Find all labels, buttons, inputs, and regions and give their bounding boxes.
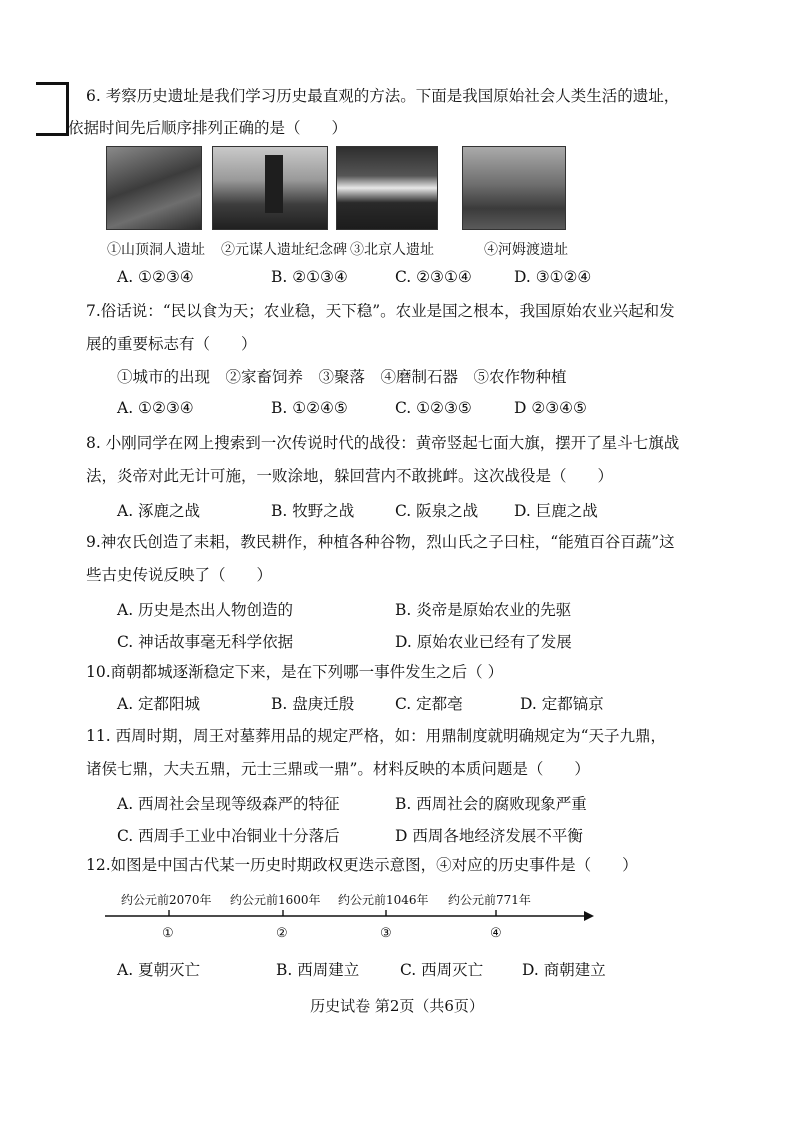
q7-items: ①城市的出现 ②家畜饲养 ③聚落 ④磨制石器 ⑤农作物种植 [117,368,567,386]
timeline-number-4: ④ [490,926,502,941]
q6-option-b[interactable]: B. ②①③④ [271,268,348,286]
q9-option-a[interactable]: A. 历史是杰出人物创造的 [117,601,294,619]
timeline-arrow [584,911,594,921]
q11-option-c[interactable]: C. 西周手工业中冶铜业十分落后 [117,827,340,845]
timeline-label-2: 约公元前1600年 [230,893,321,907]
timeline-label-4: 约公元前771年 [448,893,531,907]
q10-option-c[interactable]: C. 定都亳 [395,695,463,713]
q12-stem: 12.如图是中国古代某一历史时期政权更迭示意图，④对应的历史事件是（ ） [86,856,638,874]
q7-option-c[interactable]: C. ①②③⑤ [395,399,472,417]
q10-option-b[interactable]: B. 盘庚迁殷 [271,695,355,713]
q8-stem-line1: 8. 小刚同学在网上搜索到一次传说时代的战役：黄帝竖起七面大旗，摆开了星斗七旗战 [86,434,680,452]
timeline-axis [100,904,600,928]
q6-photo-3 [336,146,438,230]
q6-option-c[interactable]: C. ②③①④ [395,268,472,286]
q11-stem-line1: 11. 西周时期，周王对墓葬用品的规定严格，如：用鼎制度就明确规定为“天子九鼎， [86,727,667,745]
q9-stem-line2: 些古史传说反映了（ ） [86,566,273,584]
q12-option-b[interactable]: B. 西周建立 [276,961,360,979]
q8-option-b[interactable]: B. 牧野之战 [271,502,355,520]
q6-option-d[interactable]: D. ③①②④ [514,268,592,286]
timeline-number-2: ② [276,926,288,941]
page-footer: 历史试卷 第2页（共6页） [310,997,484,1015]
q12-option-d[interactable]: D. 商朝建立 [522,961,606,979]
q6-photo-2 [212,146,328,230]
q9-option-c[interactable]: C. 神话故事毫无科学依据 [117,633,294,651]
q12-option-c[interactable]: C. 西周灭亡 [400,961,484,979]
timeline-number-1: ① [162,926,174,941]
q6-caption-2: ②元谋人遗址纪念碑 [221,242,347,258]
q8-stem-line2: 法，炎帝对此无计可施，一败涂地，躲回营内不敢挑衅。这次战役是（ ） [86,467,614,485]
q6-photo-1 [106,146,202,230]
q6-stem-line1: 6. 考察历史遗址是我们学习历史最直观的方法。下面是我国原始社会人类生活的遗址， [86,87,680,105]
q9-stem-line1: 9.神农氏创造了耒耜，教民耕作，种植各种谷物，烈山氏之子曰柱，“能殖百谷百蔬”这 [86,533,675,551]
q10-option-a[interactable]: A. 定都阳城 [117,695,201,713]
q9-option-d[interactable]: D. 原始农业已经有了发展 [395,633,572,651]
q6-stem-line2: 依据时间先后顺序排列正确的是（ ） [68,119,348,137]
q11-option-a[interactable]: A. 西周社会呈现等级森严的特征 [117,795,340,813]
q6-caption-3: ③北京人遗址 [350,242,434,258]
binding-bracket [36,82,69,136]
q11-option-b[interactable]: B. 西周社会的腐败现象严重 [395,795,587,813]
q7-option-b[interactable]: B. ①②④⑤ [271,399,348,417]
q11-stem-line2: 诸侯七鼎，大夫五鼎，元士三鼎或一鼎”。材料反映的本质问题是（ ） [86,760,590,778]
q7-stem-line2: 展的重要标志有（ ） [86,335,257,353]
q6-caption-4: ④河姆渡遗址 [484,242,568,258]
timeline-label-3: 约公元前1046年 [338,893,429,907]
q9-option-b[interactable]: B. 炎帝是原始农业的先驱 [395,601,572,619]
q7-option-d[interactable]: D ②③④⑤ [514,399,587,417]
q7-option-a[interactable]: A. ①②③④ [117,399,194,417]
q7-stem-line1: 7.俗话说：“民以食为天；农业稳，天下稳”。农业是国之根本，我国原始农业兴起和发 [86,302,675,320]
q8-option-c[interactable]: C. 阪泉之战 [395,502,479,520]
timeline-label-1: 约公元前2070年 [121,893,212,907]
q8-option-d[interactable]: D. 巨鹿之战 [514,502,598,520]
q10-stem: 10.商朝都城逐渐稳定下来，是在下列哪一事件发生之后（ ） [86,663,504,681]
q10-option-d[interactable]: D. 定都镐京 [520,695,604,713]
q6-option-a[interactable]: A. ①②③④ [117,268,194,286]
timeline-number-3: ③ [380,926,392,941]
q6-caption-1: ①山顶洞人遗址 [107,242,205,258]
q12-option-a[interactable]: A. 夏朝灭亡 [117,961,201,979]
q6-photo-4 [462,146,566,230]
q8-option-a[interactable]: A. 涿鹿之战 [117,502,201,520]
q11-option-d[interactable]: D 西周各地经济发展不平衡 [395,827,583,845]
